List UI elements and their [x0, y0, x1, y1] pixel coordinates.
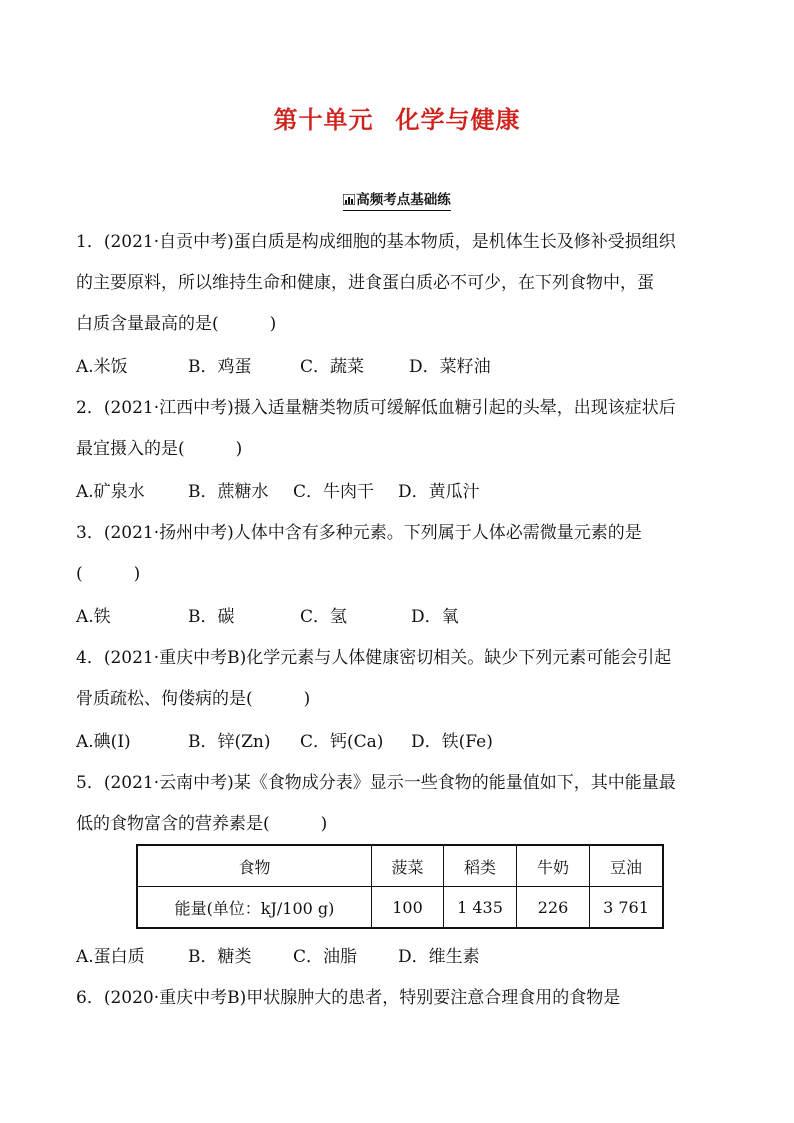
option-d: D．铁(Fe) [411, 732, 493, 752]
unit-topic: 化学与健康 [395, 106, 521, 134]
q4-options [76, 731, 493, 753]
q1-line3: 白质含量最高的是( ) [76, 314, 277, 334]
q5-line1: 5．(2021·云南中考)某《食物成分表》显示一些食物的能量值如下，其中能量最 [76, 773, 676, 793]
table-header-cell: 稻类 [444, 845, 517, 887]
q4-line1: 4．(2021·重庆中考B)化学元素与人体健康密切相关。缺少下列元素可能会引起 [76, 648, 672, 668]
food-energy-table [136, 844, 664, 929]
option-a: A.蛋白质 [76, 947, 145, 967]
unit-title [0, 100, 794, 135]
option-c: C．蔬菜 [300, 357, 365, 377]
table-header-cell: 菠菜 [372, 845, 444, 887]
option-a: A.铁 [76, 607, 111, 627]
table-cell: 3 761 [590, 887, 664, 929]
option-d: D．氧 [411, 607, 459, 627]
table-header-cell: 食物 [137, 845, 372, 887]
table-cell: 能量(单位：kJ/100 g) [137, 887, 372, 929]
section-heading [0, 188, 794, 211]
q2-options [76, 481, 480, 503]
option-a: A.矿泉水 [76, 482, 145, 502]
q5-options [76, 946, 480, 968]
q4-line2: 骨质疏松、佝偻病的是( ) [76, 689, 311, 709]
option-b: B．蔗糖水 [188, 482, 269, 502]
q3-line2: ( ) [76, 564, 141, 584]
option-c: C．油脂 [293, 947, 358, 967]
q1-line2: 的主要原料，所以维持生命和健康，进食蛋白质必不可少，在下列食物中，蛋 [76, 273, 654, 293]
option-c: C．牛肉干 [293, 482, 375, 502]
q6-line1: 6．(2020·重庆中考B)甲状腺肿大的患者，特别要注意合理食用的食物是 [76, 988, 621, 1008]
option-d: D．黄瓜汁 [398, 482, 480, 502]
option-b: B．锌(Zn) [188, 732, 271, 752]
option-c: C．钙(Ca) [300, 732, 384, 752]
chart-bar-icon [343, 194, 355, 205]
table-header-row [137, 845, 663, 887]
option-c: C．氢 [300, 607, 348, 627]
q2-line1: 2．(2021·江西中考)摄入适量糖类物质可缓解低血糖引起的头晕，出现该症状后 [76, 398, 676, 418]
table-row [137, 887, 663, 929]
option-d: D．菜籽油 [409, 357, 491, 377]
unit-number: 第十单元 [273, 106, 374, 134]
table-cell: 226 [517, 887, 590, 929]
table-cell: 1 435 [444, 887, 517, 929]
q1-options [76, 356, 491, 378]
q3-line1: 3．(2021·扬州中考)人体中含有多种元素。下列属于人体必需微量元素的是 [76, 523, 642, 543]
option-b: B．碳 [188, 607, 235, 627]
table-header-cell: 牛奶 [517, 845, 590, 887]
option-b: B．鸡蛋 [188, 357, 252, 377]
table-header-cell: 豆油 [590, 845, 664, 887]
option-d: D．维生素 [398, 947, 480, 967]
option-a: A.米饭 [76, 357, 128, 377]
option-b: B．糖类 [188, 947, 252, 967]
q1-line1: 1．(2021·自贡中考)蛋白质是构成细胞的基本物质，是机体生长及修补受损组织 [76, 232, 676, 252]
table-cell: 100 [372, 887, 444, 929]
section-label: 高频考点基础练 [356, 192, 451, 208]
q5-line2: 低的食物富含的营养素是( ) [76, 814, 328, 834]
option-a: A.碘(I) [76, 732, 131, 752]
q3-options [76, 606, 459, 628]
q2-line2: 最宜摄入的是( ) [76, 439, 243, 459]
